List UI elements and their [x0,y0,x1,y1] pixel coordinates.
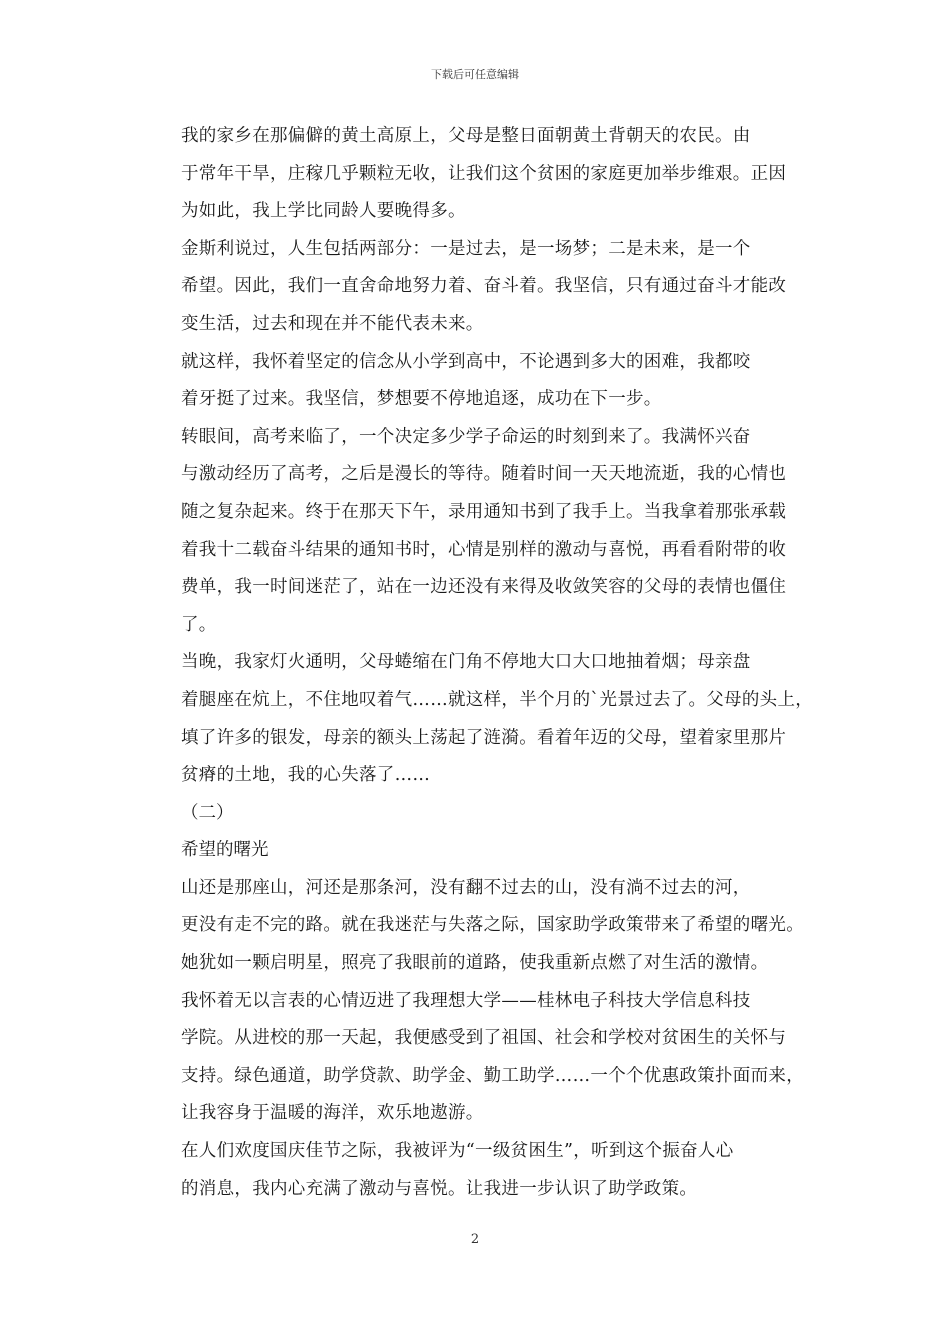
paragraph-line: 填了许多的银发，母亲的额头上荡起了涟漪。看着年迈的父母，望着家里那片 [181,727,787,748]
paragraph-line: 于常年干旱，庄稼几乎颗粒无收，让我们这个贫困的家庭更加举步维艰。正因 [181,163,787,184]
paragraph [145,231,810,344]
paragraph-line: 更没有走不完的路。就在我迷茫与失落之际，国家助学政策带来了希望的曙光。 [181,915,804,936]
paragraph-line: 她犹如一颗启明星，照亮了我眼前的道路，使我重新点燃了对生活的激情。 [181,953,769,974]
page-number: 2 [470,1232,480,1247]
section-number: （二） [181,802,234,823]
section-title: 希望的曙光 [181,840,269,861]
paragraph [145,644,814,794]
paragraph [145,983,810,1133]
paragraph [145,118,810,231]
paragraph-line: 当晚，我家灯火通明，父母蜷缩在门角不停地大口大口地抽着烟；母亲盘 [181,652,751,673]
paragraph-line: 为如此，我上学比同龄人要晚得多。 [181,201,466,222]
document-body [145,118,814,1208]
paragraph-line: 我的家乡在那偏僻的黄土高原上，父母是整日面朝黄土背朝天的农民。由 [181,126,751,146]
paragraph-line: 着牙挺了过来。我坚信，梦想要不停地追逐，成功在下一步。 [181,389,662,410]
paragraph-line: 变生活，过去和现在并不能代表未来。 [181,313,484,334]
paragraph-line: 了。 [181,614,217,635]
paragraph-line: 学院。从进校的那一天起，我便感受到了祖国、社会和学校对贫困生的关怀与 [181,1028,787,1049]
paragraph [145,1133,810,1208]
paragraph-line: 着腿座在炕上，不住地叹着气……就这样，半个月的`光景过去了。父母的头上， [181,689,814,710]
paragraph [145,870,810,983]
paragraph-line: 随之复杂起来。终于在那天下午，录用通知书到了我手上。当我拿着那张承载 [181,501,787,522]
part-two [145,870,810,1208]
paragraph-line: 转眼间，高考来临了，一个决定多少学子命运的时刻到来了。我满怀兴奋 [181,426,751,447]
paragraph-line: 金斯利说过，人生包括两部分：一是过去，是一场梦；二是未来，是一个 [181,238,751,259]
paragraph-line: 贫瘠的土地，我的心失落了…… [181,765,431,786]
paragraph [145,419,810,645]
paragraph-line: 与激动经历了高考，之后是漫长的等待。随着时间一天天地流逝，我的心情也 [181,464,787,485]
page-header: 下载后可任意编辑 [431,68,519,81]
paragraph-line: 在人们欢度国庆佳节之际，我被评为“一级贫困生”，听到这个振奋人心 [181,1141,734,1162]
paragraph-line: 让我容身于温暖的海洋，欢乐地遨游。 [181,1103,484,1124]
part-one [145,118,814,795]
paragraph-line: 着我十二载奋斗结果的通知书时，心情是别样的激动与喜悦，再看看附带的收 [181,539,787,560]
paragraph-line: 希望。因此，我们一直舍命地努力着、奋斗着。我坚信，只有通过奋斗才能改 [181,276,787,297]
paragraph [145,344,810,419]
paragraph-line: 费单，我一时间迷茫了，站在一边还没有来得及收敛笑容的父母的表情也僵住 [181,577,787,598]
paragraph-line: 就这样，我怀着坚定的信念从小学到高中，不论遇到多大的困难，我都咬 [181,351,751,372]
paragraph-line: 支持。绿色通道，助学贷款、助学金、勤工助学……一个个优惠政策扑面而来， [181,1065,804,1086]
paragraph-line: 山还是那座山，河还是那条河，没有翻不过去的山，没有淌不过去的河， [181,877,751,898]
paragraph-line: 的消息，我内心充满了激动与喜悦。让我进一步认识了助学政策。 [181,1178,698,1199]
paragraph-line: 我怀着无以言表的心情迈进了我理想大学——桂林电子科技大学信息科技 [181,990,751,1011]
